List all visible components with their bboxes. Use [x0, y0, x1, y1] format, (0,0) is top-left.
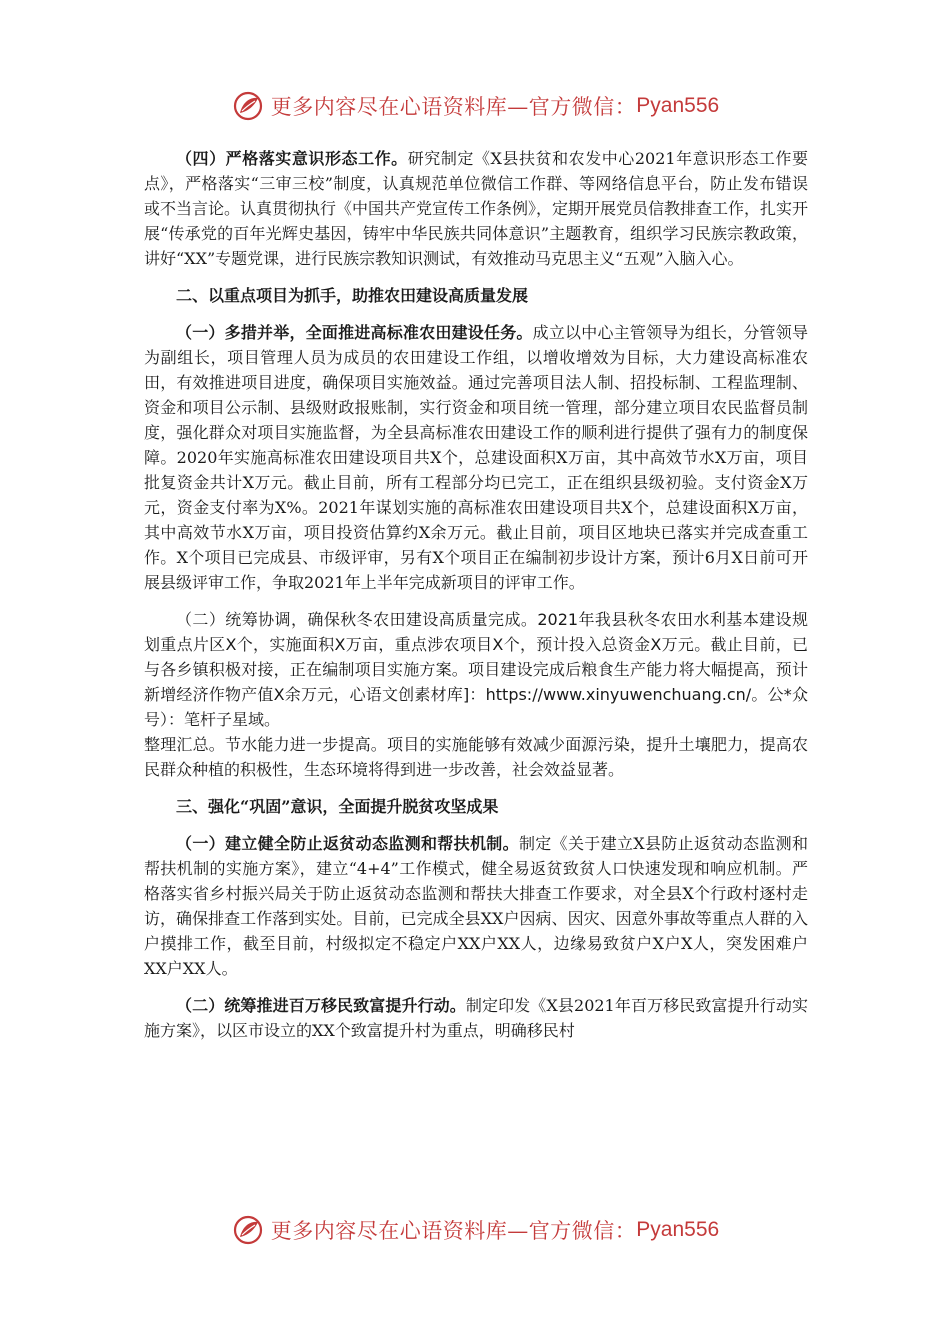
paragraph-ideology: [144, 146, 808, 271]
paragraph-body: 成立以中心主管领导为组长，分管领导为副组长，项目管理人员为成员的农田建设工作组，以增收增效为目标，大力建设高标准农田，有效推进项目进度，确保项目实施效益。通过完善项目法人制、招投标制、工程监理制、资金和项目公示制、县级财政报账制，实行资金和项目统一管理，部分建立项目农民监督员制度，强化群众对项目实施监督，为全县高标准农田建设工作的顺利进行提供了强有力的制度保障。2020年实施高标准农田建设项目共X个，总建设面积X万亩，其中高效节水X万亩，项目批复资金共计X万元。截止目前，所有工程部分均已完工，正在组织县级初验。支付资金X万元，资金支付率为X%。2021年谋划实施的高标准农田建设项目共X个，总建设面积X万亩，其中高效节水X万亩，项目投资估算约X余万元。截止目前，项目区地块已落实并完成查重工作。X个项目已完成县、市级评审，另有X个项目正在编制初步设计方案，预计6月X日前可开展县级评审工作，争取2021年上半年完成新项目的评审工作。: [144, 323, 808, 592]
paragraph-text: （二）统筹协调，确保秋冬农田建设高质量完成。2021年我县秋冬农田水利基本建设规划重点片区X个，实施面积X万亩，重点涉农项目X个，预计投入总资金X万元。截止目前，已与各乡镇积极对接，正在编制项目实施方案。项目建设完成后粮食生产能力将大幅提高，预计新增经济作物产值X余万元，心语文创素材库]：https://www.xinyuwenchuang.cn/。公*众号）：笔杆子星域。: [144, 610, 808, 729]
paragraph-body: 研究制定《X县扶贫和农发中心2021年意识形态工作要点》，严格落实“三审三校”制度，认真规范单位微信工作群、等网络信息平台，防止发布错误或不当言论。认真贯彻执行《中国共产党宣传工作条例》，定期开展党员信教排查工作，扎实开展“传承党的百年光辉史基因，铸牢中华民族共同体意识”主题教育，组织学习民族宗教政策，讲好“XX”专题党课，进行民族宗教知识测试，有效推动马克思主义“五观”入脑入心。: [144, 149, 809, 268]
paragraph-tail: 整理汇总。节水能力进一步提高。项目的实施能够有效减少面源污染，提升土壤肥力，提高农民群众种植的积极性，生态环境将得到进一步改善，社会效益显著。: [144, 735, 808, 779]
paragraph-lead: （一）多措并举，全面推进高标准农田建设任务。: [176, 323, 533, 342]
watermark-wechat-id: Pyan556: [636, 94, 720, 117]
paragraph-body: 制定印发《X县2021年百万移民致富提升行动实施方案》，以区市设立的XX个致富提升村为重点，明确移民村: [144, 996, 808, 1040]
watermark-text: 更多内容尽在心语资料库—官方微信：: [270, 1219, 637, 1243]
watermark-text: 更多内容尽在心语资料库—官方微信：: [270, 95, 637, 119]
leaf-swirl-icon: [231, 1213, 265, 1247]
header-watermark-banner: [0, 86, 950, 126]
paragraph-autumn-winter: [144, 607, 808, 782]
section-heading-3: 三、强化“巩固”意识，全面提升脱贫攻坚成果: [176, 797, 499, 816]
paragraph-body: 制定《关于建立X县防止返贫动态监测和帮扶机制的实施方案》，建立“4+4”工作模式，健全易返贫致贫人口快速发现和响应机制。严格落实省乡村振兴局关于防止返贫动态监测和帮扶大排查工作要求，对全县X个行政村逐村走访，确保排查工作落到实处。目前，已完成全县XX户因病、因灾、因意外事故等重点人群的入户摸排工作，截至目前，村级拟定不稳定户XX户XX人，边缘易致贫户X户X人，突发困难户XX户XX人。: [144, 834, 808, 978]
paragraph-high-standard-farmland: [144, 320, 808, 595]
paragraph-lead: （二）统筹推进百万移民致富提升行动。: [176, 996, 466, 1015]
section-heading-2: 二、以重点项目为抓手，助推农田建设高质量发展: [176, 286, 529, 305]
paragraph-poverty-monitoring: [144, 831, 808, 981]
paragraph-lead: （一）建立健全防止返贫动态监测和帮扶机制。: [176, 834, 519, 853]
leaf-swirl-icon: [231, 89, 265, 123]
footer-watermark-banner: [0, 1210, 950, 1250]
document-body: [144, 146, 808, 1043]
paragraph-lead: （四）严格落实意识形态工作。: [176, 149, 408, 168]
watermark-wechat-id: Pyan556: [636, 1218, 720, 1241]
paragraph-migrant-prosperity: [144, 993, 808, 1043]
